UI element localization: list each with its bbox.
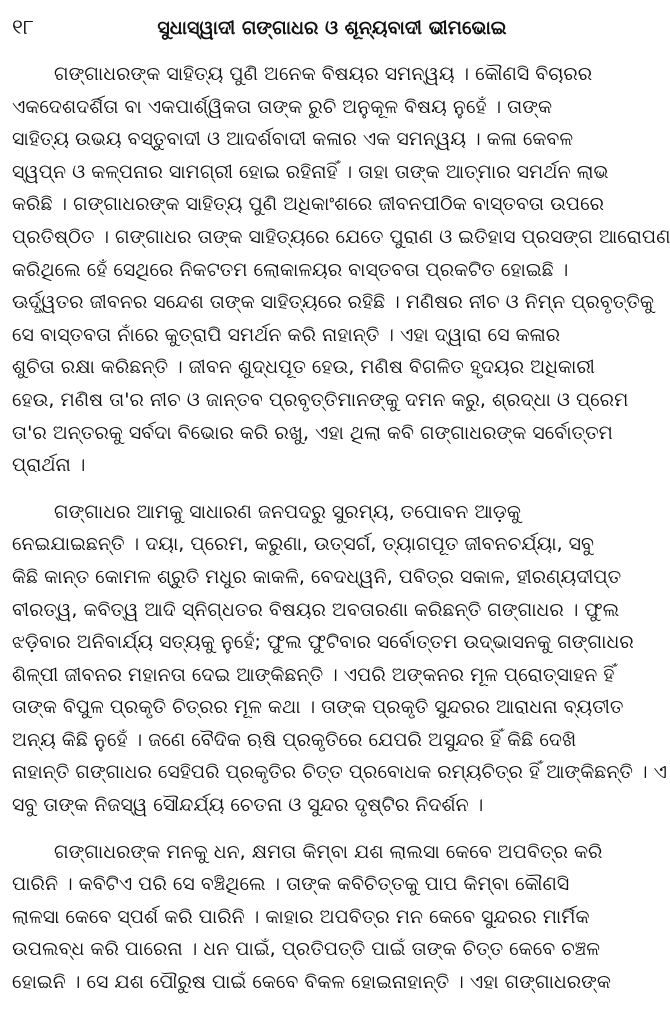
running-header: [12, 10, 586, 44]
running-title: ସୁଧାସ୍ୱାଦୀ ଗଙ୍ଗାଧର ଓ ଶୂନ୍ୟବାଦୀ ଭୀମଭୋଇ: [157, 17, 507, 39]
text-line: ଗଙ୍ଗାଧରଙ୍କ ମନକୁ ଧନ, କ୍ଷମତା କିମ୍ବା ଯଶ ଲାଲସା କେବେ ଅପବିତ୍ର କରି: [54, 840, 603, 863]
text-line: ଏକଦେଶଦର୍ଶିତା ବା ଏକପାର୍ଶ୍ୱିକତା ତାଙ୍କ ରୁଚି ଅନୁକୂଳ ବିଷୟ ନୁହେଁ । ତାଙ୍କ: [12, 95, 553, 118]
text-line: ସବୁ ତାଙ୍କ ନିଜସ୍ୱ ସୌନ୍ଦର୍ଯ୍ୟ ଚେତନା ଓ ସୁନ୍ଦର ଦୃଷ୍ଟିର ନିଦର୍ଶନ ।: [12, 794, 484, 817]
text-line: କରିଛି । ଗଙ୍ଗାଧରଙ୍କ ସାହିତ୍ୟ ପୁଣି ଅଧିକାଂଶରେ ଜୀବନପୀଠିକ ବାସ୍ତବତା ଉପରେ: [12, 193, 605, 216]
text-line: ସାହିତ୍ୟ ଉଭୟ ବସ୍ତୁବାଦୀ ଓ ଆଦର୍ଶବାଦୀ କଳାର ଏକ ସମନ୍ୱୟ । କଳା କେବଳ: [12, 128, 574, 151]
text-line: ଉପଲବ୍ଧ କରି ପାରେନା । ଧନ ପାଇଁ, ପ୍ରତିପତ୍ତି ପାଇଁ ତାଙ୍କ ଚିତ୍ତ କେବେ ଚଞ୍ଚଳ: [12, 938, 600, 961]
text-line: ପ୍ରତିଷ୍ଠିତ । ଗଙ୍ଗାଧର ତାଙ୍କ ସାହିତ୍ୟରେ ଯେତେ ପୁରାଣ ଓ ଇତିହାସ ପ୍ରସଙ୍ଗ ଆରୋପଣ: [12, 225, 670, 248]
text-line: ଅନ୍ୟ କିଛି ନୁହେଁ । ଜଣେ ବୈଦିକ ଋଷି ପ୍ରକୃତିରେ ଯେପରି ଅସୁନ୍ଦର ହିଁ କିଛି ଦେଖି: [12, 728, 577, 751]
text-line: ଊର୍ଦ୍ଧ୍ୱତର ଜୀବନର ସନ୍ଦେଶ ତାଙ୍କ ସାହିତ୍ୟରେ ରହିଛି । ମଣିଷର ନୀଚ ଓ ନିମ୍ନ ପ୍ରବୃତ୍ତିକୁ: [12, 291, 654, 314]
text-line: ହୋଇନି । ସେ ଯଶ ପୌରୁଷ ପାଇଁ କେବେ ବିକଳ ହୋଇନାହାନ୍ତି । ଏହା ଗଙ୍ଗାଧରଙ୍କ: [12, 971, 611, 994]
text-line: ପାରିନି । କବିଟିଏ ପରି ସେ ବଞ୍ଚିଥିଲେ । ତାଙ୍କ କବିଚିତ୍ତକୁ ପାପ କିମ୍ବା କୌଣସି: [12, 873, 570, 896]
text-line: ଶିଳ୍ପୀ ଜୀବନର ମହାନତା ଦେଇ ଆଙ୍କିଛନ୍ତି । ଏପରି ଅଙ୍କନର ମୂଳ ପ୍ରୋତ୍ସାହନ ହିଁ: [12, 663, 615, 686]
text-line: ନାହାନ୍ତି ଗଙ୍ଗାଧର ସେହିପରି ପ୍ରକୃତିର ଚିତ୍ତ ପ୍ରବୋଧକ ରମ୍ୟଚିତ୍ର ହିଁ ଆଙ୍କିଛନ୍ତି । ଏ: [12, 761, 667, 784]
text-line: ଶୁଚିତା ରକ୍ଷା କରିଛନ୍ତି । ଜୀବନ ଶୁଦ୍ଧପୂତ ହେଉ, ମଣିଷ ବିଗଳିତ ହୃଦୟର ଅଧିକାରୀ: [12, 356, 595, 379]
text-line: ପ୍ରାର୍ଥନା ।: [12, 454, 86, 477]
text-line: ଲାଳସା କେବେ ସ୍ପର୍ଶ କରି ପାରିନି । କାହାର ଅପବିତ୍ର ମନ କେବେ ସୁନ୍ଦରର ମାର୍ମିକ: [12, 905, 590, 928]
paragraph: [12, 58, 670, 482]
text-line: ବୀରତ୍ୱ, କବିତ୍ୱ ଆଦି ସ୍ନିଗ୍ଧତର ବିଷୟର ଅବତାରଣା କରିଛନ୍ତି ଗଙ୍ଗାଧର । ଫୁଲ: [12, 598, 620, 621]
text-line: କରିଥିଲେ ହେଁ ସେଥିରେ ନିକଟତମ ଲୋକାଳୟର ବାସ୍ତବତା ପ୍ରକଟିତ ହୋଇଛି ।: [12, 258, 569, 281]
text-line: ତା'ର ଅନ୍ତରକୁ ସର୍ବଦା ବିଭୋର କରି ରଖୁ, ଏହା ଥିଲା କବି ଗଙ୍ଗାଧରଙ୍କ ସର୍ବୋତ୍ତମ: [12, 421, 613, 444]
paragraph: [12, 836, 611, 999]
text-line: ତାଙ୍କ ବିପୁଳ ପ୍ରକୃତି ଚିତ୍ରର ମୂଳ କଥା । ତାଙ୍କ ପ୍ରକୃତି ସୁନ୍ଦରର ଆରାଧନା ବ୍ୟତୀତ: [12, 696, 624, 719]
text-line: ଝଡ଼ିବାର ଅନିବାର୍ଯ୍ୟ ସତ୍ୟକୁ ନୁହେଁ; ଫୁଲ ଫୁଟିବାର ସର୍ବୋତ୍ତମ ଉଦ୍ଭାସନକୁ ଗଙ୍ଗାଧର: [12, 631, 634, 654]
text-line: ଗଙ୍ଗାଧରଙ୍କ ସାହିତ୍ୟ ପୁଣି ଅନେକ ବିଷୟର ସମନ୍ୱୟ । କୌଣସି ବିଚାରର: [54, 63, 593, 85]
paragraph: [12, 496, 667, 822]
body-text: [12, 58, 670, 999]
text-line: କିଛି କାନ୍ତ କୋମଳ ଶ୍ରୁତି ମଧୁର କାକଳି, ବେଦଧ୍ୱନି, ପବିତ୍ର ସକାଳ, ହୀରଣ୍ୟଦୀପ୍ତ: [12, 565, 622, 588]
text-line: ହେଉ, ମଣିଷ ତା'ର ନୀଚ ଓ ଜାନ୍ତବ ପ୍ରବୃତ୍ତିମାନଙ୍କୁ ଦମନ କରୁ, ଶ୍ରଦ୍ଧା ଓ ପ୍ରେମ: [12, 388, 629, 411]
text-line: ନେଇଯାଇଛନ୍ତି । ଦୟା, ପ୍ରେମ, କରୁଣା, ଉତ୍ସର୍ଗ, ତ୍ୟାଗପୂତ ଜୀବନଚର୍ଯ୍ୟା, ସବୁ: [12, 533, 595, 556]
text-line: ସେ ବାସ୍ତବତା ନାଁରେ କୁତ୍ରାପି ସମର୍ଥନ କରି ନାହାନ୍ତି । ଏହା ଦ୍ୱାରା ସେ କଳାର: [12, 323, 561, 346]
text-line: ସ୍ୱପ୍ନ ଓ କଳ୍ପନାର ସାମଗ୍ରୀ ହୋଇ ରହିନାହିଁ । ତାହା ତାଙ୍କ ଆତ୍ମାର ସମର୍ଥନ ଲାଭ: [12, 160, 609, 183]
page-number: ୧୮: [12, 15, 34, 39]
text-line: ଗଙ୍ଗାଧର ଆମକୁ ସାଧାରଣ ଜନପଦରୁ ସୁରମ୍ୟ, ତପୋବନ ଆଡ଼କୁ: [54, 500, 521, 523]
